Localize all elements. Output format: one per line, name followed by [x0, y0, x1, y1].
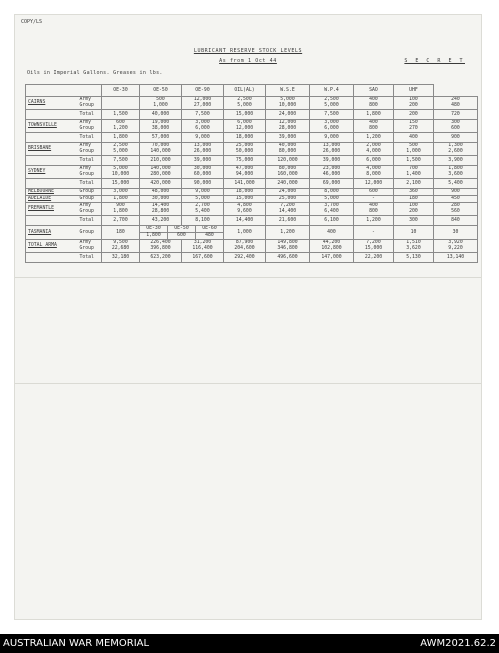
value-cell: 2,100 — [394, 179, 434, 189]
table-row — [26, 203, 478, 216]
value-cell: 14,400 28,800 — [140, 203, 182, 216]
value-cell: 496,600 — [266, 253, 310, 263]
header-cell: OIL(AL) — [224, 85, 266, 97]
value-cell: 1,800 — [354, 110, 394, 120]
value-cell: 87,900 204,600 — [224, 240, 266, 253]
value-cell: 149,800 346,800 — [266, 240, 310, 253]
value-cell: 32,180 — [102, 253, 140, 263]
table-total-row — [26, 156, 478, 166]
value-cell: 280 560 — [434, 203, 478, 216]
value-cell: 400 800 — [354, 97, 394, 110]
value-cell: 120,000 — [266, 156, 310, 166]
value-cell: 360 — [394, 189, 434, 196]
value-cell: 2,500 5,000 — [102, 143, 140, 156]
value-cell: 18,000 — [224, 189, 266, 196]
table-total-row — [26, 110, 478, 120]
split-value: 1,800 — [140, 233, 168, 239]
split-value: 600 — [168, 233, 196, 239]
value-cell: 1,500 — [394, 156, 434, 166]
value-cell: 5,000 — [182, 196, 224, 203]
header-cell: W.P.4 — [310, 85, 354, 97]
row-base-name: TASMANIA — [26, 226, 78, 240]
header-cell-base — [26, 85, 102, 97]
value-cell: 13,140 — [434, 253, 478, 263]
value-cell: 100 200 — [394, 203, 434, 216]
units-note: Oils in Imperial Gallons. Greases in lbs. — [27, 70, 163, 76]
row-base-name — [26, 133, 78, 143]
paper-fold-line — [15, 277, 481, 278]
value-cell: 500 1,000 — [394, 143, 434, 156]
row-base-name: BRISBANE — [26, 143, 78, 156]
value-cell: 8,100 — [182, 216, 224, 226]
value-cell: 24,000 — [266, 110, 310, 120]
table-total-row — [26, 216, 478, 226]
value-cell: 9,000 — [310, 133, 354, 143]
row-type: Army Group — [78, 143, 102, 156]
value-cell: 18,000 — [224, 133, 266, 143]
value-cell: 840 — [434, 216, 478, 226]
value-cell: 210,000 — [140, 156, 182, 166]
value-cell: 167,600 — [182, 253, 224, 263]
document-date: As from 1 Oct 44 — [219, 58, 277, 64]
value-cell: 9,000 — [182, 189, 224, 196]
row-base-name — [26, 179, 78, 189]
value-cell: 226,400 396,800 — [140, 240, 182, 253]
value-cell: 3,000 6,000 — [310, 120, 354, 133]
value-cell: 12,000 27,000 — [182, 97, 224, 110]
row-type: Total — [78, 179, 102, 189]
value-cell: 13,000 26,000 — [310, 143, 354, 156]
value-cell: 3,700 6,400 — [310, 203, 354, 216]
stock-levels-table — [25, 84, 478, 263]
row-type: Army Group — [78, 203, 102, 216]
value-cell: 15,000 — [224, 110, 266, 120]
table-row — [26, 120, 478, 133]
value-cell: 1,000 — [224, 226, 266, 240]
table-row — [26, 196, 478, 203]
value-cell — [102, 97, 140, 110]
split-value: 480 — [205, 233, 214, 238]
row-type: Total — [78, 216, 102, 226]
row-type: Total — [78, 110, 102, 120]
value-cell: 7,500 — [310, 110, 354, 120]
value-cell: - — [354, 226, 394, 240]
row-base-name — [26, 216, 78, 226]
value-cell: 600 1,200 — [102, 120, 140, 133]
split-grade: OE-60 — [202, 226, 217, 231]
value-cell: 22,200 — [354, 253, 394, 263]
value-cell: 25,000 50,000 — [224, 143, 266, 156]
value-cell: 39,000 — [310, 156, 354, 166]
row-type: Army Group — [78, 97, 102, 110]
value-cell: 75,000 — [224, 156, 266, 166]
value-cell: 9,500 22,680 — [102, 240, 140, 253]
value-cell: 1,510 3,620 — [394, 240, 434, 253]
value-cell: 4,000 8,000 — [354, 166, 394, 179]
value-cell: 80,000 160,000 — [266, 166, 310, 179]
row-base-name: FREMANTLE — [26, 203, 78, 216]
value-cell: 1,500 — [102, 110, 140, 120]
archive-footer — [0, 634, 499, 653]
row-type: Group — [78, 226, 102, 240]
value-cell: 30,000 60,000 — [182, 166, 224, 179]
value-cell: 200 — [394, 110, 434, 120]
table-total-row — [26, 179, 478, 189]
row-type: Army Group — [78, 240, 102, 253]
value-cell: 180 — [394, 196, 434, 203]
value-cell: 292,400 — [224, 253, 266, 263]
header-cell: OE-30 — [102, 85, 140, 97]
value-cell: 30,000 — [140, 196, 182, 203]
value-cell: 6,000 — [354, 156, 394, 166]
value-cell: 5,000 10,000 — [102, 166, 140, 179]
value-cell: 2,700 5,400 — [182, 203, 224, 216]
value-cell: 140,000 280,000 — [140, 166, 182, 179]
value-cell: 3,920 9,220 — [434, 240, 478, 253]
value-cell: 40,000 80,000 — [266, 143, 310, 156]
value-cell: 900 — [434, 133, 478, 143]
row-type: Total — [78, 253, 102, 263]
value-cell: 720 — [434, 110, 478, 120]
archive-name: AUSTRALIAN WAR MEMORIAL — [3, 638, 150, 649]
split-grade: OE-30 — [140, 226, 168, 232]
document-page — [14, 14, 482, 620]
table-body — [26, 97, 478, 263]
header-cell: SAO — [354, 85, 394, 97]
row-type: Army Group — [78, 166, 102, 179]
value-cell: 69,000 — [310, 179, 354, 189]
value-cell: 47,000 94,000 — [224, 166, 266, 179]
value-cell: 90,000 — [182, 179, 224, 189]
value-cell: 15,000 — [102, 179, 140, 189]
value-cell: 2,500 5,000 — [224, 97, 266, 110]
row-base-name — [26, 156, 78, 166]
split-grade-row — [140, 226, 223, 233]
value-cell: 39,000 — [266, 133, 310, 143]
value-cell: 5,400 — [434, 179, 478, 189]
value-cell: 2,000 4,000 — [354, 143, 394, 156]
value-cell: 15,000 — [224, 196, 266, 203]
header-cell: OE-90 — [182, 85, 224, 97]
value-cell: 150 270 — [394, 120, 434, 133]
value-cell: 240 480 — [434, 97, 478, 110]
value-cell: 147,000 — [310, 253, 354, 263]
value-cell: 1,200 — [266, 226, 310, 240]
document-title: LUBRICANT RESERVE STOCK LEVELS — [193, 48, 303, 54]
row-base-name: TOTAL ARMA — [26, 240, 78, 253]
value-cell: 5,000 10,000 — [266, 97, 310, 110]
table-row — [26, 189, 478, 196]
value-cell: 31,200 116,400 — [182, 240, 224, 253]
value-cell: 25,000 — [266, 196, 310, 203]
row-base-name — [26, 253, 78, 263]
table-row — [26, 240, 478, 253]
value-cell: 400 — [310, 226, 354, 240]
classification-mark: S E C R E T — [404, 58, 465, 64]
value-cell: 6,000 12,000 — [224, 120, 266, 133]
row-type: Army Group — [78, 120, 102, 133]
value-cell: 44,200 102,800 — [310, 240, 354, 253]
value-cell: 3,000 6,000 — [182, 120, 224, 133]
value-cell: 1,800 — [102, 196, 140, 203]
header-cell: OE-50 — [140, 85, 182, 97]
row-type: Group — [78, 196, 102, 203]
value-cell: 700 1,400 — [394, 166, 434, 179]
value-cell: 141,000 — [224, 179, 266, 189]
value-cell: 5,130 — [394, 253, 434, 263]
row-base-name — [26, 110, 78, 120]
value-cell: 39,000 — [182, 156, 224, 166]
row-base-name: CAIRNS — [26, 97, 78, 110]
value-cell: 3,000 — [102, 189, 140, 196]
value-cell: 450 — [434, 196, 478, 203]
archive-reference: AWM2021.62.2 — [420, 638, 496, 649]
value-cell: - — [354, 196, 394, 203]
value-cell: 43,200 — [140, 216, 182, 226]
value-cell: 180 — [102, 226, 140, 240]
value-cell: 1,200 — [354, 216, 394, 226]
value-cell: 70,000 140,000 — [140, 143, 182, 156]
value-cell: 8,000 — [310, 189, 354, 196]
value-cell: 2,500 5,000 — [310, 97, 354, 110]
header-cell: W.S.E — [266, 85, 310, 97]
row-base-name: SYDNEY — [26, 166, 78, 179]
value-cell: 12,000 — [354, 179, 394, 189]
value-cell: 1,200 — [354, 133, 394, 143]
value-cell: 4,800 9,600 — [224, 203, 266, 216]
value-cell: 300 600 — [434, 120, 478, 133]
value-cell: 23,000 46,000 — [310, 166, 354, 179]
value-cell: 623,200 — [140, 253, 182, 263]
value-cell: 1,300 2,600 — [434, 143, 478, 156]
row-base-name: ADELAIDE — [26, 196, 78, 203]
value-cell: 48,000 — [140, 189, 182, 196]
value-cell: 6,100 — [310, 216, 354, 226]
split-grade: OE-50 — [168, 226, 196, 232]
value-cell: 10 — [394, 226, 434, 240]
value-cell: 5,000 — [310, 196, 354, 203]
table-total-row — [26, 133, 478, 143]
value-cell: 900 1,800 — [102, 203, 140, 216]
value-cell: 600 — [354, 189, 394, 196]
value-cell: 7,500 — [102, 156, 140, 166]
row-type: Group — [78, 189, 102, 196]
value-cell: 400 — [394, 133, 434, 143]
split-value-row — [140, 233, 223, 239]
value-cell: 40,000 — [140, 110, 182, 120]
value-cell: 30 — [434, 226, 478, 240]
value-cell: 3,900 — [434, 156, 478, 166]
value-cell: 400 800 — [354, 120, 394, 133]
value-cell: 9,000 — [182, 133, 224, 143]
value-cell: 240,000 — [266, 179, 310, 189]
table-row — [26, 226, 478, 240]
value-cell: 900 — [434, 189, 478, 196]
value-cell: 7,200 14,400 — [266, 203, 310, 216]
value-cell: 14,400 — [224, 216, 266, 226]
value-cell: 1,800 3,600 — [434, 166, 478, 179]
table-row — [26, 166, 478, 179]
value-cell: 24,000 — [266, 189, 310, 196]
table-row — [26, 97, 478, 110]
table-header-row — [26, 85, 478, 97]
table-row — [26, 143, 478, 156]
row-base-name: TOWNSVILLE — [26, 120, 78, 133]
value-cell: 1,800 — [102, 133, 140, 143]
value-cell: 21,600 — [266, 216, 310, 226]
row-type: Total — [78, 156, 102, 166]
header-cell: UHF — [394, 85, 434, 97]
row-type: Total — [78, 133, 102, 143]
value-cell: 400 800 — [354, 203, 394, 216]
value-cell: 19,000 38,000 — [140, 120, 182, 133]
value-cell: 300 — [394, 216, 434, 226]
document-reference: COPY/LS — [21, 19, 43, 25]
value-cell: 420,000 — [140, 179, 182, 189]
row-base-name: MELBOURNE — [26, 189, 78, 196]
table-total-row — [26, 253, 478, 263]
value-cell: 13,000 26,000 — [182, 143, 224, 156]
value-cell: 100 200 — [394, 97, 434, 110]
value-cell: 7,500 — [182, 110, 224, 120]
split-value-cell — [140, 226, 224, 240]
value-cell: 12,000 28,000 — [266, 120, 310, 133]
value-cell: 500 1,000 — [140, 97, 182, 110]
value-cell: 57,000 — [140, 133, 182, 143]
value-cell: 2,700 — [102, 216, 140, 226]
value-cell: 7,200 15,000 — [354, 240, 394, 253]
paper-fold-line — [15, 383, 481, 384]
